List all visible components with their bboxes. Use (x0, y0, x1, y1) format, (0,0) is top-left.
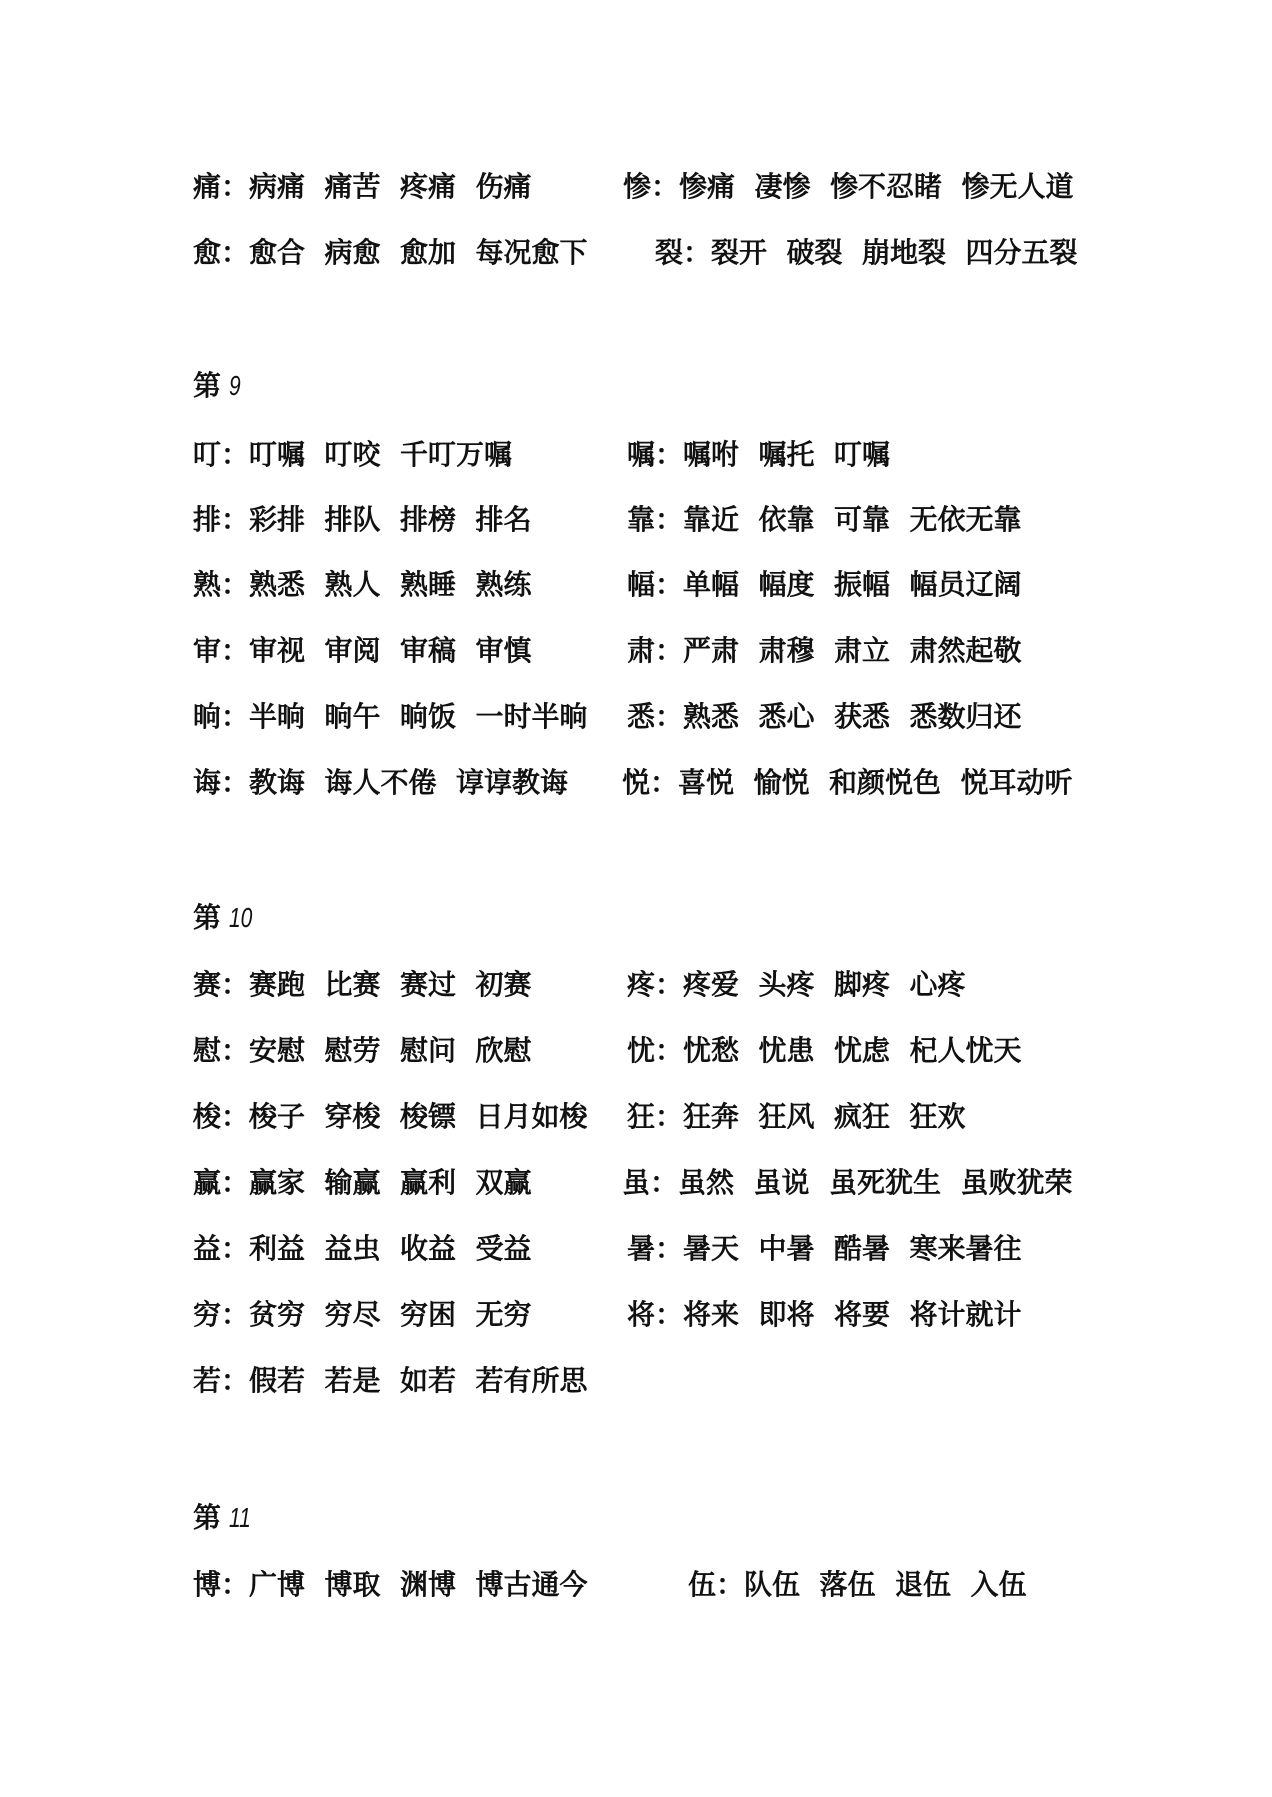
entry-words: 靠近 依靠 可靠 无依无靠 (683, 503, 1022, 536)
word-entry-sui (622, 1166, 1073, 1200)
entry-sep: ： (221, 1166, 250, 1199)
section-number: 11 (229, 1502, 251, 1533)
entry-words: 将来 即将 将要 将计就计 (683, 1298, 1022, 1331)
entry-words: 广博 博取 渊博 博古通今 (249, 1568, 588, 1601)
entry-words: 狂奔 狂风 疯狂 狂欢 (683, 1100, 966, 1133)
word-entry-wu (688, 1568, 1027, 1602)
word-entry-ying (193, 1166, 532, 1200)
entry-sep: ： (221, 700, 250, 733)
entry-sep: ： (221, 236, 250, 269)
word-entry-tong (193, 170, 532, 204)
entry-words: 贫穷 穷尽 穷困 无穷 (249, 1298, 532, 1331)
entry-words: 审视 审阅 审稿 审慎 (249, 634, 532, 667)
word-entry-yue (622, 766, 1073, 800)
entry-char: 若 (193, 1364, 222, 1397)
entry-char: 梭 (193, 1100, 222, 1133)
word-entry-you (627, 1034, 1022, 1068)
entry-sep: ： (655, 438, 684, 471)
entry-words: 虽然 虽说 虽死犹生 虽败犹荣 (678, 1166, 1073, 1199)
word-entry-fu (627, 568, 1022, 602)
entry-words: 利益 益虫 收益 受益 (249, 1232, 532, 1265)
word-entry-zhu (627, 438, 890, 472)
section-number: 9 (229, 370, 241, 401)
entry-sep: ： (655, 1100, 684, 1133)
word-entry-kuang (627, 1100, 966, 1134)
entry-char: 靠 (627, 503, 656, 536)
entry-words: 赢家 输赢 赢利 双赢 (249, 1166, 532, 1199)
word-entry-qiong (193, 1298, 532, 1332)
word-entry-yi (193, 1232, 532, 1266)
entry-words: 队伍 落伍 退伍 入伍 (744, 1568, 1027, 1601)
entry-sep: ： (221, 1232, 250, 1265)
entry-words: 叮嘱 叮咬 千叮万嘱 (249, 438, 513, 471)
entry-char: 博 (193, 1568, 222, 1601)
entry-char: 赛 (193, 968, 222, 1001)
entry-words: 喜悦 愉悦 和颜悦色 悦耳动听 (678, 766, 1073, 799)
section-label: 第 (193, 369, 222, 402)
entry-words: 单幅 幅度 振幅 幅员辽阔 (683, 568, 1022, 601)
entry-char: 穷 (193, 1298, 222, 1331)
entry-sep: ： (221, 568, 250, 601)
entry-char: 诲 (193, 766, 222, 799)
entry-words: 疼爱 头疼 脚疼 心疼 (683, 968, 966, 1001)
entry-words: 赛跑 比赛 赛过 初赛 (249, 968, 532, 1001)
entry-sep: ： (655, 634, 684, 667)
word-entry-wei (193, 1034, 532, 1068)
entry-words: 嘱咐 嘱托 叮嘱 (683, 438, 891, 471)
entry-sep: ： (651, 170, 680, 203)
word-entry-ding (193, 438, 512, 472)
entry-sep: ： (221, 503, 250, 536)
entry-char: 嘱 (627, 438, 656, 471)
entry-sep: ： (650, 766, 679, 799)
entry-sep: ： (650, 1166, 679, 1199)
entry-words: 忧愁 忧患 忧虑 杞人忧天 (683, 1034, 1022, 1067)
section-heading-9 (193, 369, 245, 403)
word-entry-can (623, 170, 1074, 204)
word-entry-jiang (627, 1298, 1022, 1332)
entry-sep: ： (716, 1568, 745, 1601)
entry-sep: ： (221, 766, 250, 799)
word-entry-pai (193, 503, 532, 537)
word-entry-shu (193, 568, 532, 602)
entry-char: 悉 (627, 700, 656, 733)
entry-char: 审 (193, 634, 222, 667)
entry-char: 疼 (627, 968, 656, 1001)
entry-sep: ： (221, 1568, 250, 1601)
entry-char: 暑 (627, 1232, 656, 1265)
entry-char: 赢 (193, 1166, 222, 1199)
entry-char: 将 (627, 1298, 656, 1331)
entry-words: 熟悉 悉心 获悉 悉数归还 (683, 700, 1022, 733)
word-entry-xi (627, 700, 1022, 734)
entry-words: 梭子 穿梭 梭镖 日月如梭 (249, 1100, 588, 1133)
word-entry-sai (193, 968, 532, 1002)
word-entry-yu (193, 236, 588, 270)
word-entry-hui (193, 766, 568, 800)
entry-sep: ： (655, 503, 684, 536)
word-entry-su (627, 634, 1022, 668)
entry-char: 忧 (627, 1034, 656, 1067)
entry-char: 狂 (627, 1100, 656, 1133)
entry-sep: ： (655, 968, 684, 1001)
entry-sep: ： (655, 1298, 684, 1331)
entry-char: 愈 (193, 236, 222, 269)
section-label: 第 (193, 1501, 222, 1534)
entry-char: 悦 (622, 766, 651, 799)
entry-sep: ： (655, 1034, 684, 1067)
word-entry-bo (193, 1568, 588, 1602)
entry-words: 安慰 慰劳 慰问 欣慰 (249, 1034, 532, 1067)
entry-sep: ： (221, 1364, 250, 1397)
entry-char: 熟 (193, 568, 222, 601)
entry-words: 彩排 排队 排榜 排名 (249, 503, 532, 536)
word-entry-shen (193, 634, 532, 668)
section-heading-11 (193, 1501, 258, 1535)
entry-sep: ： (655, 700, 684, 733)
entry-sep: ： (221, 968, 250, 1001)
entry-char: 惨 (623, 170, 652, 203)
entry-sep: ： (655, 568, 684, 601)
entry-sep: ： (221, 634, 250, 667)
entry-words: 惨痛 凄惨 惨不忍睹 惨无人道 (679, 170, 1074, 203)
word-entry-kao (627, 503, 1022, 537)
entry-char: 叮 (193, 438, 222, 471)
entry-char: 益 (193, 1232, 222, 1265)
entry-words: 暑天 中暑 酷暑 寒来暑往 (683, 1232, 1022, 1265)
entry-words: 严肃 肃穆 肃立 肃然起敬 (683, 634, 1022, 667)
entry-char: 慰 (193, 1034, 222, 1067)
word-entry-shang (193, 700, 588, 734)
entry-char: 痛 (193, 170, 222, 203)
section-heading-10 (193, 901, 260, 935)
section-label: 第 (193, 901, 222, 934)
entry-char: 裂 (655, 236, 684, 269)
entry-sep: ： (221, 1100, 250, 1133)
entry-words: 假若 若是 如若 若有所思 (249, 1364, 588, 1397)
word-entry-suo (193, 1100, 588, 1134)
entry-words: 愈合 病愈 愈加 每况愈下 (249, 236, 588, 269)
entry-char: 伍 (688, 1568, 717, 1601)
word-entry-shu-heat (627, 1232, 1022, 1266)
entry-words: 半晌 晌午 晌饭 一时半晌 (249, 700, 588, 733)
entry-sep: ： (221, 1034, 250, 1067)
entry-char: 幅 (627, 568, 656, 601)
entry-words: 病痛 痛苦 疼痛 伤痛 (249, 170, 532, 203)
section-number: 10 (229, 902, 253, 933)
entry-sep: ： (655, 1232, 684, 1265)
word-entry-lie (655, 236, 1078, 270)
word-entry-ruo (193, 1364, 588, 1398)
entry-words: 裂开 破裂 崩地裂 四分五裂 (711, 236, 1078, 269)
entry-char: 肃 (627, 634, 656, 667)
entry-char: 排 (193, 503, 222, 536)
entry-char: 虽 (622, 1166, 651, 1199)
entry-sep: ： (221, 438, 250, 471)
entry-words: 熟悉 熟人 熟睡 熟练 (249, 568, 532, 601)
word-entry-teng (627, 968, 966, 1002)
entry-char: 晌 (193, 700, 222, 733)
entry-sep: ： (221, 1298, 250, 1331)
entry-sep: ： (221, 170, 250, 203)
entry-words: 教诲 诲人不倦 谆谆教诲 (249, 766, 569, 799)
entry-sep: ： (683, 236, 712, 269)
